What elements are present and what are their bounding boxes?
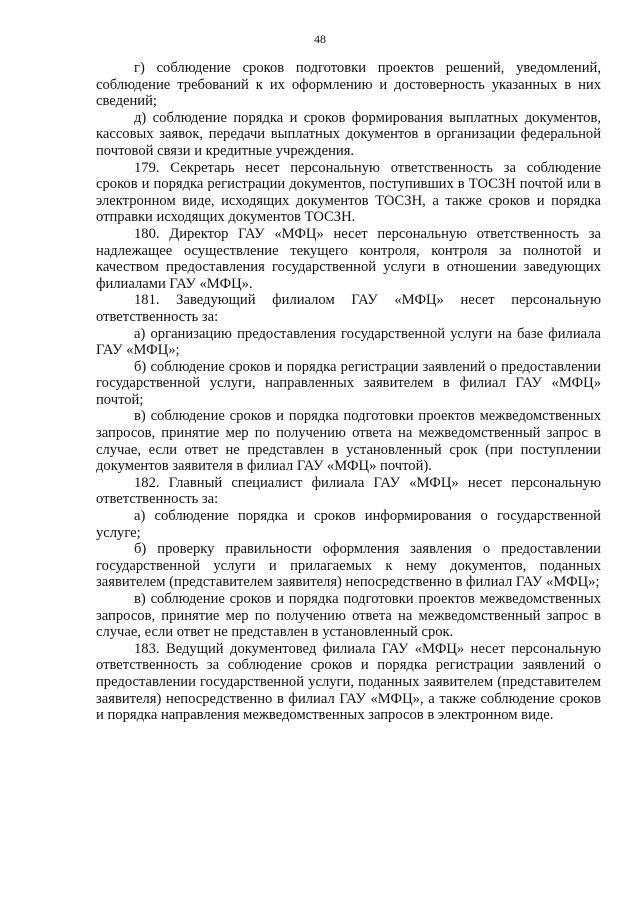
paragraph-181-b: б) соблюдение сроков и порядка регистрации заявлений о предоставлении государственной услуги, направленных заявителем в филиал ГАУ «МФЦ» почтой; — [96, 358, 601, 408]
paragraph-181-a: а) организацию предоставления государственной услуги на базе филиала ГАУ «МФЦ»; — [96, 325, 601, 359]
paragraph-item-g: г) соблюдение сроков подготовки проектов решений, уведомлений, соблюдение требований к их оформлению и достоверность указанных в них сведений; — [96, 60, 601, 110]
paragraph-item-d: д) соблюдение порядка и сроков формирования выплатных документов, кассовых заявок, передачи выплатных документов в организации федеральной почтовой связи и кредитные учреждения. — [96, 109, 601, 159]
paragraph-181: 181. Заведующий филиалом ГАУ «МФЦ» несет персональную ответственность за: — [96, 292, 601, 325]
paragraph-180: 180. Директор ГАУ «МФЦ» несет персональную ответственность за надлежащее осуществление текущего контроля, контроля за полнотой и качеством предоставления государственной услуги в отношении заведующих филиалами ГАУ «МФЦ». — [96, 225, 601, 292]
paragraph-181-v: в) соблюдение сроков и порядка подготовки проектов межведомственных запросов, принятие мер по получению ответа на межведомственный запрос в случае, если ответ не представлен в установленный срок (при поступлении документов заявителя в филиал ГАУ «МФЦ» почтой). — [96, 408, 601, 475]
document-body — [96, 60, 601, 724]
paragraph-182-v: в) соблюдение сроков и порядка подготовки проектов межведомственных запросов, принятие мер по получению ответа на межведомственный запрос в случае, если ответ не представлен в установленный срок. — [96, 591, 601, 641]
paragraph-183: 183. Ведущий документовед филиала ГАУ «МФЦ» несет персональную ответственность за соблюдение сроков и порядка регистрации заявлений о предоставлении государственной услуги, поданных заявителем (представителем заявителя) непосредственно в филиал ГАУ «МФЦ», а также соблюдение сроков и порядка направления межведомственных запросов в электронном виде. — [96, 640, 601, 724]
paragraph-179: 179. Секретарь несет персональную ответственность за соблюдение сроков и порядка регистрации документов, поступивших в ТОСЗН почтой или в электронном виде, исходящих документов ТОСЗН, а также сроков и порядка отправки исходящих документов ТОСЗН. — [96, 159, 601, 226]
paragraph-182-a: а) соблюдение порядка и сроков информирования о государственной услуге; — [96, 508, 601, 541]
paragraph-182-b: б) проверку правильности оформления заявления о предоставлении государственной услуги и прилагаемых к нему документов, поданных заявителем (представителем заявителя) непосредственно в филиал ГАУ «МФЦ»; — [96, 541, 601, 591]
paragraph-182: 182. Главный специалист филиала ГАУ «МФЦ» несет персональную ответственность за: — [96, 474, 601, 508]
page-number: 48 — [314, 32, 326, 46]
